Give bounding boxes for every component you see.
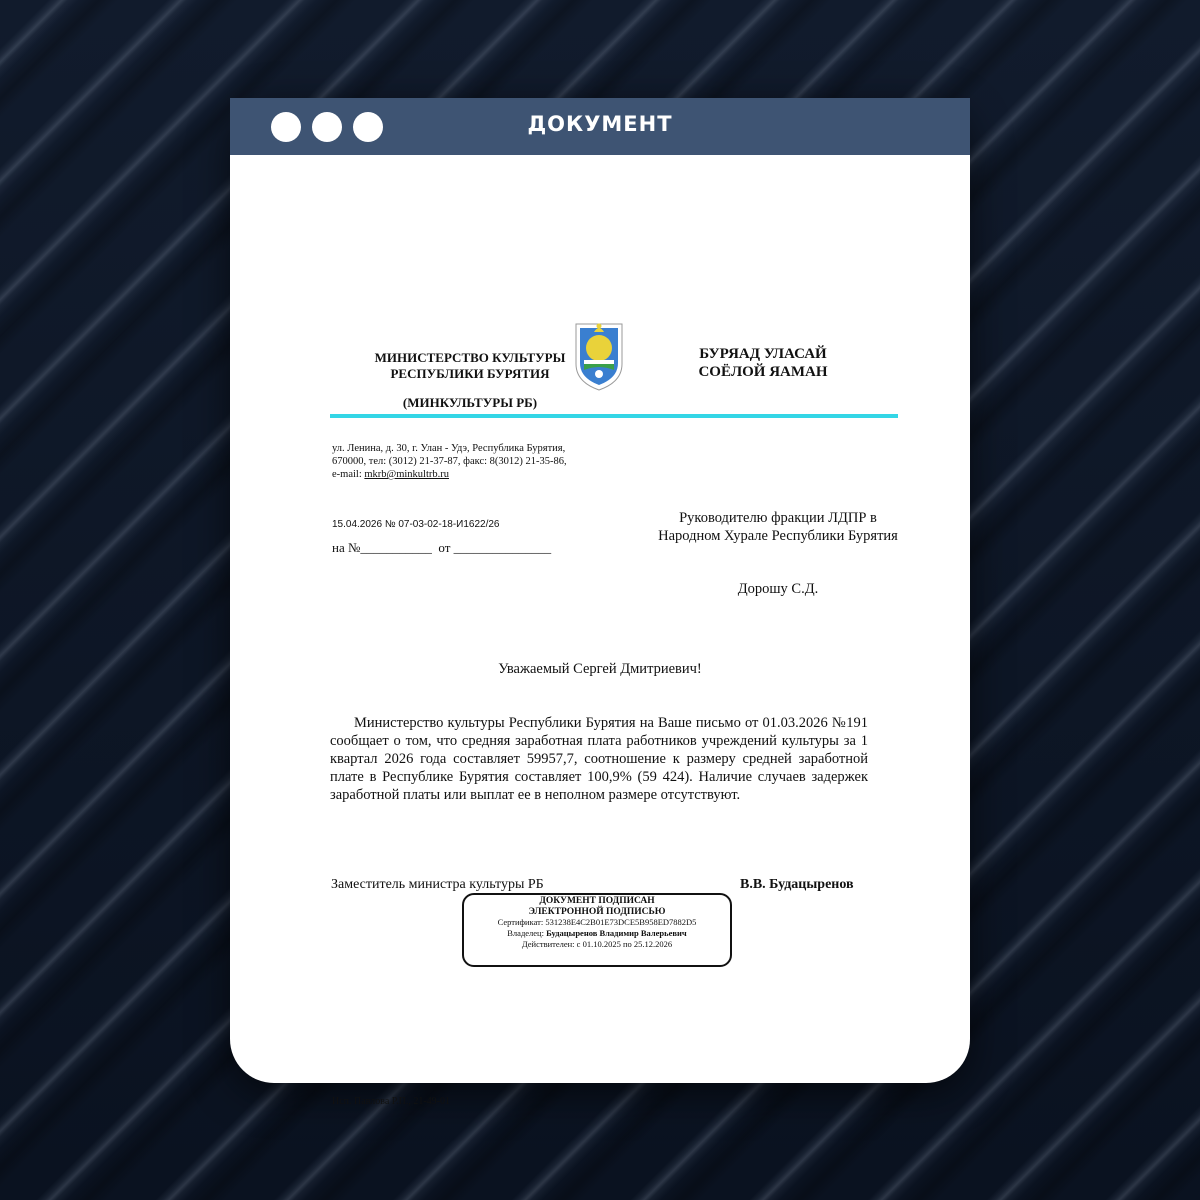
executor-info: Исп. Павлова Р.П., 21-49-01	[332, 1096, 450, 1107]
stamp-title-line-2: ЭЛЕКТРОННОЙ ПОДПИСЬЮ	[528, 907, 666, 917]
recipient-position: Руководителю фракции ЛДПР в Народном Хурале Республики Бурятия	[658, 510, 898, 544]
window-title: ДОКУМЕНТ	[527, 112, 673, 136]
org-buryat-line-1: БУРЯАД УЛАСАЙ	[699, 346, 827, 362]
stamp-certificate: Сертификат: 531238E4C2B01E73DCE5B958ED7882D5	[497, 917, 697, 927]
email-link[interactable]: mkrb@minkultrb.ru	[364, 469, 449, 480]
reference-line: на №___________ от _______________	[332, 540, 552, 555]
org-name-buryat	[658, 345, 868, 381]
recipient-name: Дорошу С.Д.	[737, 581, 819, 597]
stamp-title-line-1: ДОКУМЕНТ ПОДПИСАН	[539, 896, 655, 906]
electronic-signature-stamp	[462, 893, 732, 967]
letter-body: Министерство культуры Республики Бурятия на Ваше письмо от 01.03.2026 №191 сообщает о том, что средняя заработная плата работников учреждений культуры за 1 квартал 2026 года составляет 59957,7, соотношение к размеру средней заработной плате в Республике Бурятия составляет 100,9% (59 424). Наличие случаев задержек заработной платы или выплат ее в неполном размере отсутствуют.	[330, 715, 868, 803]
window-titlebar	[230, 98, 970, 155]
window-dot-2	[312, 112, 342, 142]
document-page	[230, 155, 970, 1107]
address-line-1: ул. Ленина, д. 30, г. Улан - Удэ, Республика Бурятия,	[332, 443, 566, 454]
signatory-name: В.В. Будацыренов	[740, 877, 854, 892]
address-line-2: 670000, тел: (3012) 21-37-87, факс: 8(3012) 21-35-86,	[332, 456, 567, 467]
email-line	[332, 468, 652, 481]
stamp-owner-label: Владелец:	[507, 928, 547, 938]
letterhead-divider	[330, 414, 898, 418]
email-label: e-mail:	[332, 469, 365, 480]
stamp-owner: Будацыренов Владимир Валерьевич	[546, 928, 687, 938]
signatory-position: Заместитель министра культуры РБ	[331, 877, 544, 892]
window-dot-1	[271, 112, 301, 142]
stamp-validity: Действителен: с 01.10.2025 по 25.12.2026	[521, 939, 673, 949]
org-name-line-2: РЕСПУБЛИКИ БУРЯТИЯ	[390, 366, 550, 381]
org-address	[332, 442, 652, 481]
org-name-russian	[350, 350, 590, 382]
registration-number: 15.04.2026 № 07-03-02-18-И1622/26	[332, 519, 500, 530]
window-dot-3	[353, 112, 383, 142]
document-window	[230, 98, 970, 1107]
letter-greeting: Уважаемый Сергей Дмитриевич!	[498, 661, 702, 677]
org-buryat-line-2: СОЁЛОЙ ЯАМАН	[698, 364, 828, 380]
stamp-owner-line	[464, 928, 730, 939]
org-name-line-1: МИНИСТЕРСТВО КУЛЬТУРЫ	[374, 350, 566, 365]
org-abbreviation: (МИНКУЛЬТУРЫ РБ)	[402, 395, 538, 410]
